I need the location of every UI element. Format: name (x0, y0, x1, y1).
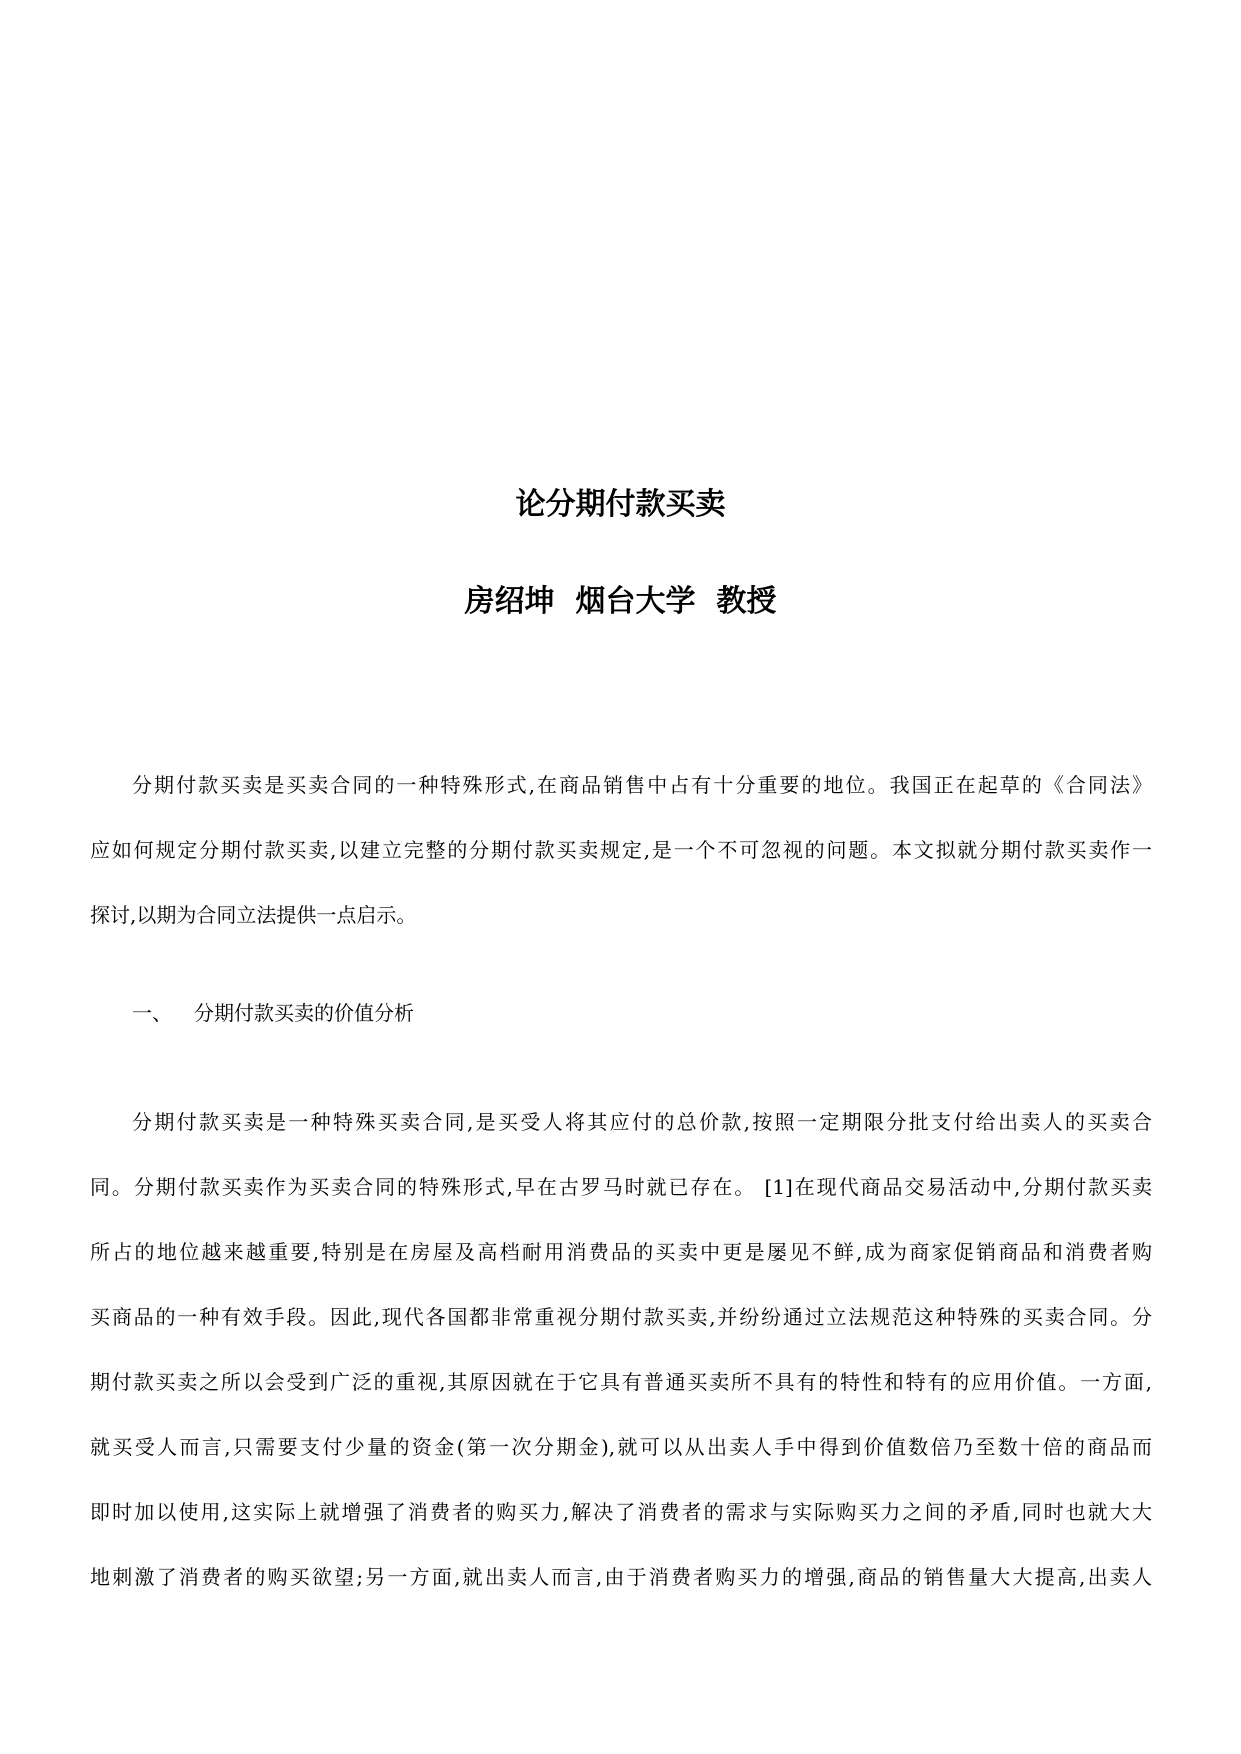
intro-line: 探讨,以期为合同立法提供一点启示。 (90, 903, 417, 927)
author-line: 房绍坤 烟台大学 教授 (464, 584, 777, 619)
paragraph-line: 买商品的一种有效手段。因此,现代各国都非常重视分期付款买卖,并纷纷通过立法规范这种特殊的买卖合同。分 (90, 1305, 1152, 1329)
document-title: 论分期付款买卖 (515, 487, 726, 522)
section-title: 分期付款买卖的价值分析 (194, 1001, 414, 1025)
paragraph-line: 即时加以使用,这实际上就增强了消费者的购买力,解决了消费者的需求与实际购买力之间的矛盾,同时也就大大 (90, 1500, 1152, 1524)
section-number: 一、 (132, 1001, 172, 1025)
intro-paragraph (90, 753, 1152, 948)
paragraph-line: 分期付款买卖是一种特殊买卖合同,是买受人将其应付的总价款,按照一定期限分批支付给出卖人的买卖合 (132, 1110, 1152, 1134)
paragraph-line: 所占的地位越来越重要,特别是在房屋及高档耐用消费品的买卖中更是屡见不鲜,成为商家促销商品和消费者购 (90, 1240, 1152, 1264)
intro-line: 分期付款买卖是买卖合同的一种特殊形式,在商品销售中占有十分重要的地位。我国正在起草的《合同法》 (132, 773, 1152, 797)
section-heading (132, 998, 414, 1028)
paragraph-line: 期付款买卖之所以会受到广泛的重视,其原因就在于它具有普通买卖所不具有的特性和特有的应用价值。一方面, (90, 1370, 1152, 1394)
intro-line: 应如何规定分期付款买卖,以建立完整的分期付款买卖规定,是一个不可忽视的问题。本文拟就分期付款买卖作一 (90, 838, 1152, 862)
paragraph-line: 就买受人而言,只需要支付少量的资金(第一次分期金),就可以从出卖人手中得到价值数倍乃至数十倍的商品而 (90, 1435, 1152, 1459)
section-paragraph (90, 1090, 1152, 1610)
paragraph-line: 地刺激了消费者的购买欲望;另一方面,就出卖人而言,由于消费者购买力的增强,商品的销售量大大提高,出卖人 (90, 1565, 1152, 1589)
paragraph-line: 同。分期付款买卖作为买卖合同的特殊形式,早在古罗马时就已存在。 [1]在现代商品交易活动中,分期付款买卖 (90, 1175, 1152, 1199)
